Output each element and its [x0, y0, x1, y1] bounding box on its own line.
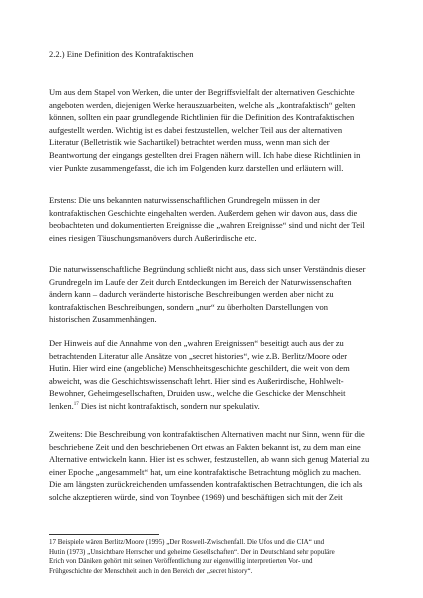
text-fragment: Dies ist nicht kontrafaktisch, sondern nur spekulativ.	[78, 400, 260, 411]
section-heading: 2.2.) Eine Definition des Kontrafaktischen	[49, 49, 194, 59]
text-line: abweicht, was die Geschichtswissenschaft lehrt. Hier sind es Außerirdische, Hohlwelt-	[49, 375, 344, 386]
text-line: Beantwortung der eingangs gestellten drei Fragen nähern will. Ich habe diese Richtlinien in	[49, 149, 361, 160]
footnote-divider	[49, 534, 159, 535]
text-line: Literatur (Belletristik wie Sachartikel) betrachtet werden muss, wenn man sich der	[49, 137, 330, 148]
text-line: angeboten werden, diejenigen Werke herauszuarbeiten, welche als „kontrafaktisch“ gelten	[49, 99, 356, 110]
text-line: Der Hinweis auf die Annahme von den „wahren Ereignissen“ beseitigt auch aus der zu	[49, 338, 344, 348]
footnote-reference[interactable]: 17	[73, 402, 79, 408]
paragraph-intro	[49, 86, 379, 174]
text-line: Grundregeln im Laufe der Zeit durch Entdeckungen im Bereich der Naturwissenschaften	[49, 276, 352, 287]
text-line: Alternative entwickeln kann. Hier ist es schwer, festzustellen, ab wann sich genug Material zu	[49, 454, 370, 465]
text-line: Hutin. Hier wird eine (angebliche) Menschheitsgeschichte geschildert, die weit von dem	[49, 363, 350, 374]
paragraph-secret-histories	[49, 337, 379, 413]
text-line: beschriebene Zeit und den beschriebenen Ort etwas an Fakten bekannt ist, zu dem man eine	[49, 441, 361, 452]
footnote-line: Frühgeschichte der Menschheit auch in den Bereich der „secret history“.	[49, 566, 253, 575]
text-line: solche akzeptieren würde, sind von Toynbee (1969) und beschäftigen sich mit der Zeit	[49, 491, 343, 502]
text-line: kontrafaktischen Geschichte eingehalten werden. Außerdem gehen wir davon aus, dass die	[49, 207, 358, 218]
text-line: Erstens: Die uns bekannten naturwissenschaftlichen Grundregeln müssen in der	[49, 195, 320, 205]
text-line: Bewohner, Geheimgesellschaften, Druiden usw., welche die Geschicke der Menschheit	[49, 388, 346, 399]
paragraph-scientific-basis	[49, 263, 379, 326]
text-line: Die naturwissenschaftliche Begründung schließt nicht aus, dass sich unser Verständnis dieser	[49, 264, 366, 274]
text-line: Um aus dem Stapel von Werken, die unter der Begriffsvielfalt der alternativen Geschichte	[49, 87, 355, 97]
footnote-line: Hutin (1973) „Unsichtbare Herrscher und geheime Gesellschaften“. Der in Deutschland sehr populäre	[49, 547, 335, 556]
footnote-line: 17 Beispiele wären Berlitz/Moore (1995) „Der Roswell-Zwischenfall. Die Ufos und die CIA“ und	[49, 538, 325, 546]
text-line: können, sollten ein paar grundlegende Richtlinien für die Definition des Kontrafaktischen	[49, 112, 355, 123]
paragraph-first-rule	[49, 194, 379, 244]
text-line: beobachteten und dokumentierten Ereignisse die „wahren Ereignisse“ sind und nicht der Teil	[49, 220, 365, 231]
text-line: eines riesigen Täuschungsmanövers durch Außerirdische etc.	[49, 232, 257, 243]
text-line: vier Punkte zusammengefasst, die ich im Folgenden kurz darstellen und erläutern will.	[49, 162, 344, 173]
text-line	[49, 400, 379, 413]
text-line: historischen Zusammenhängen.	[49, 314, 157, 325]
text-line: ändern kann – dadurch veränderte historische Beschreibungen werden aber nicht zu	[49, 289, 334, 300]
paragraph-second-rule	[49, 428, 379, 504]
text-line: betrachtenden Literatur alle Ansätze von „secret histories“, wie z.B. Berlitz/Moore oder	[49, 350, 348, 361]
text-line: Zweitens: Die Beschreibung von kontrafaktischen Alternativen macht nur Sinn, wenn für die	[49, 429, 365, 439]
footnote	[49, 538, 379, 576]
text-line: einer Epoche „angesammelt“ hat, um eine kontrafaktische Betrachtung möglich zu machen.	[49, 466, 362, 477]
footnote-line: Erich von Däniken gehört mit seinen Veröffentlichung zur eigenwillig interpretierten Vor- und	[49, 557, 313, 566]
text-line: aufgestellt werden. Wichtig ist es dabei festzustellen, welcher Teil aus der alternativen	[49, 124, 343, 135]
text-line: kontrafaktischen Beschreibungen, sondern „nur“ zu überholten Darstellungen von	[49, 301, 328, 312]
text-fragment: lenken.	[49, 400, 74, 411]
text-line: Die am längsten zurückreichenden umfassenden kontrafaktischen Betrachtungen, die ich als	[49, 479, 363, 490]
